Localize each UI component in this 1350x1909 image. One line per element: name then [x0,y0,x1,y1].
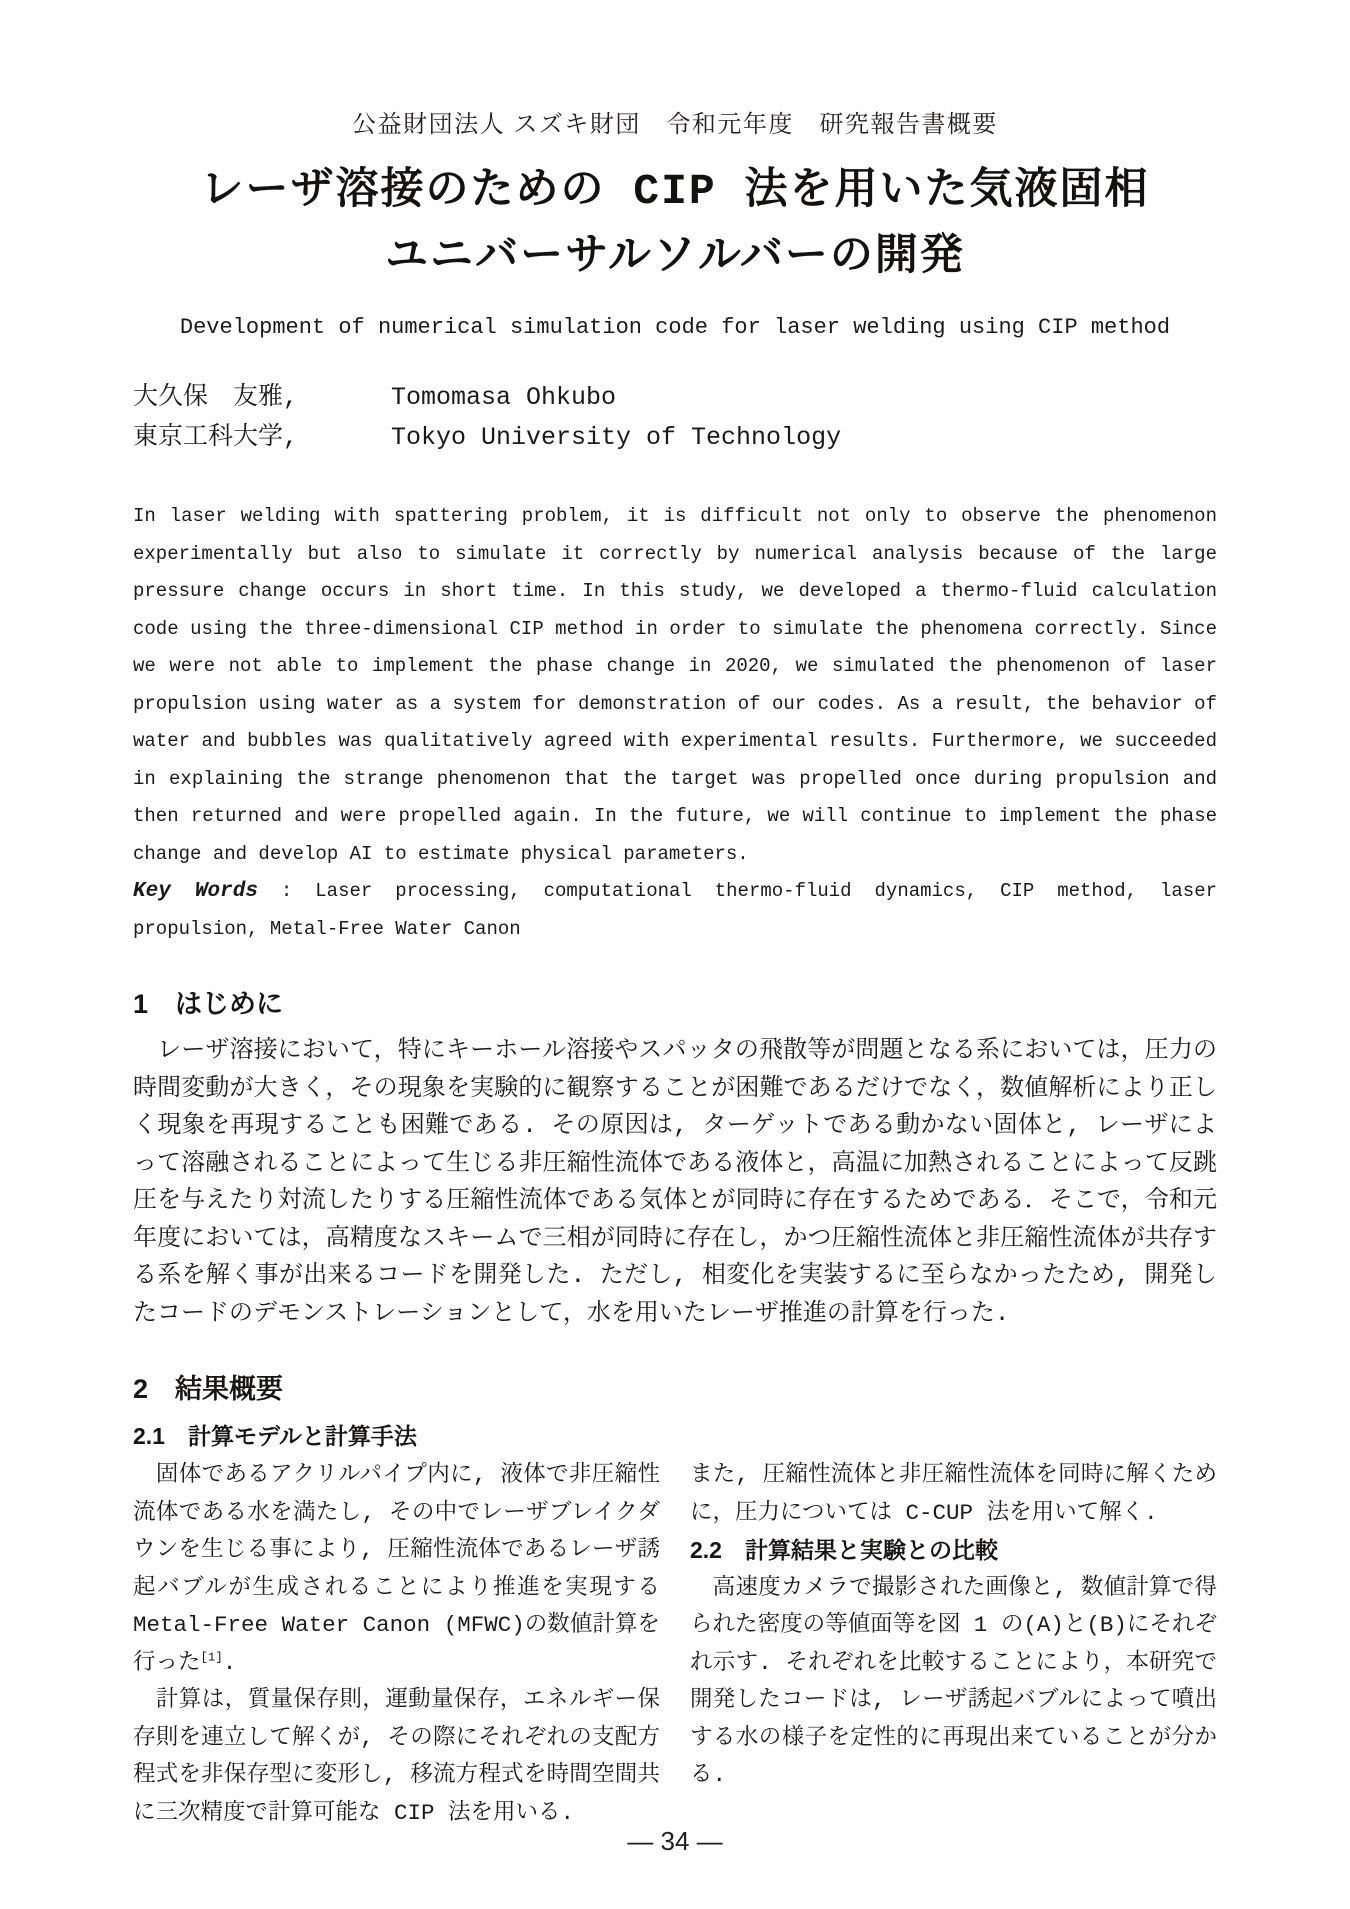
keywords-block [133,873,1217,948]
left-column-paragraph-2: 計算は，質量保存則，運動量保存，エネルギー保存則を連立して解くが, その際にそれぞれの支配方程式を非保存型に変形し, 移流方程式を時間空間共に三次精度で計算可能な CIP 法を用いる. [133,1687,660,1826]
author-affiliation-english: Tokyo University of Technology [391,423,842,452]
title-english: Development of numerical simulation code for laser welding using CIP method [179,315,1171,340]
author-name-english: Tomomasa Ohkubo [391,383,617,412]
keywords-list: Laser processing, computational thermo-fluid dynamics, CIP method, laser propulsion, Metal-Free Water Canon [133,880,1217,940]
keywords-label: Key Words [133,880,258,903]
author-name-row [133,378,1217,418]
author-affiliation-row [133,418,1217,458]
left-column-paragraph-1 [133,1457,660,1682]
title-line-2: ユニバーサルソルバーの開発 [385,233,965,282]
section-2-heading: 2 結果概要 [133,1374,284,1404]
citation-reference-1: [1] [200,1650,223,1664]
left-paragraph-1-text: 固体であるアクリルパイプ内に, 液体で非圧縮性流体である水を満たし, その中でレーザブレイクダウンを生じる事により, 圧縮性流体であるレーザ誘起バブルが生成されることにより推進を実現する Metal-Free Water Canon (MFWC)の数値計算を行った [133,1462,660,1676]
author-affiliation-japanese: 東京工科大学, [133,423,299,452]
keywords-separator: : [257,880,316,902]
title-japanese [133,159,1217,291]
abstract-text: In laser welding with spattering problem, it is difficult not only to observe the phenomenon experimentally but also to simulate it correctly by numerical analysis because of the large pressure change occurs in short time. In this study, we developed a thermo-fluid calculation code using the three-dimensional CIP method in order to simulate the phenomena correctly. Since we were not able to implement the phase change in 2020, we simulated the phenomenon of laser propulsion using water as a system for demonstration of our codes. As a result, the behavior of water and bubbles was qualitatively agreed with experimental results. Furthermore, we succeeded in explaining the strange phenomenon that the target was propelled once during propulsion and then returned and were propelled again. In the future, we will continue to implement the phase change and develop AI to estimate physical parameters. [133,505,1217,865]
author-block [133,378,1217,458]
right-column-paragraph-2: 高速度カメラで撮影された画像と, 数値計算で得られた密度の等値面等を図 1 の(A)と(B)にそれぞれ示す. それぞれを比較することにより，本研究で開発したコードは, レーザ誘起バブルによって噴出する水の様子を定性的に再現出来ていることが分かる. [690,1574,1217,1788]
right-column-paragraph-1: また, 圧縮性流体と非圧縮性流体を同時に解くために，圧力については C-CUP 法を用いて解く. [690,1462,1217,1526]
section-2-2-heading: 2.2 計算結果と実験との比較 [690,1537,998,1563]
author-name-japanese: 大久保 友雅, [133,383,299,412]
section-1-heading: 1 はじめに [133,989,284,1019]
left-paragraph-1-end: . [222,1649,237,1676]
title-line-1: レーザ溶接のための CIP 法を用いた気液固相 [200,167,1150,216]
right-column [690,1457,1217,1832]
section-1-paragraph: レーザ溶接において，特にキーホール溶接やスパッタの飛散等が問題となる系においては，圧力の時間変動が大きく，その現象を実験的に観察することが困難であるだけでなく，数値解析により正しく現象を再現することも困難である. その原因は, ターゲットである動かない固体と, レーザによって溶融されることによって生じる非圧縮性流体である液体と，高温に加熱されることによって反跳圧を与えたり対流したりする圧縮性流体である気体とが同時に存在するためである．そこで，令和元年度においては，高精度なスキームで三相が同時に存在し，かつ圧縮性流体と非圧縮性流体が共存する系を解く事が出来るコードを開発した. ただし, 相変化を実装するに至らなかったため, 開発したコードのデモンストレーションとして，水を用いたレーザ推進の計算を行った. [133,1038,1217,1328]
left-column [133,1457,660,1832]
page-number: ― 34 ― [627,1826,723,1856]
report-header: 公益財団法人 スズキ財団 令和元年度 研究報告書概要 [352,111,998,138]
two-column-area [133,1457,1217,1832]
section-2-1-heading: 2.1 計算モデルと計算手法 [133,1423,417,1449]
